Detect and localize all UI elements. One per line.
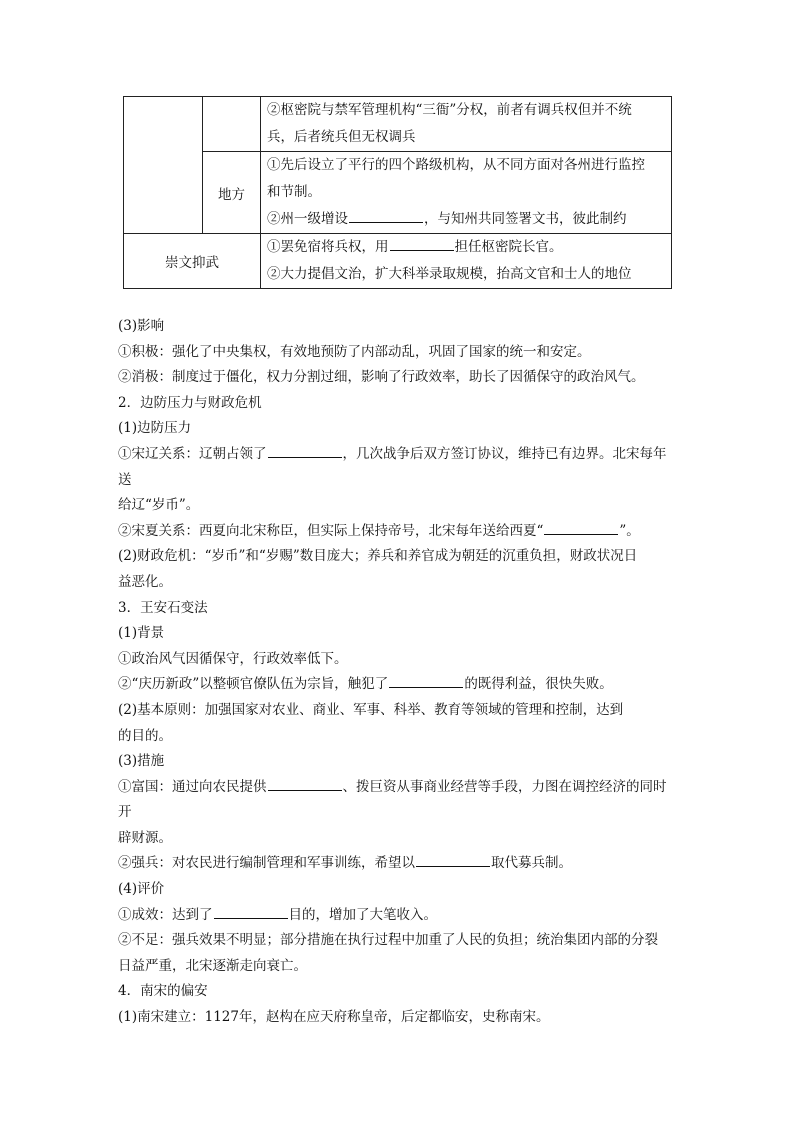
section-heading: (3)影响 bbox=[118, 318, 165, 334]
text-segment: ②“庆历新政”以整顿官僚队伍为宗旨，触犯了 bbox=[118, 676, 389, 693]
paragraph: 日益严重，北宋逐渐走向衰亡。 bbox=[118, 957, 307, 974]
paragraph bbox=[118, 903, 678, 929]
text-segment: ①罢免宿将兵权，用 bbox=[267, 239, 389, 255]
text-segment: ①成效：达到了 bbox=[118, 906, 213, 923]
fill-blank[interactable] bbox=[544, 520, 618, 535]
paragraph bbox=[118, 851, 678, 877]
fill-blank[interactable] bbox=[390, 236, 454, 251]
table-row bbox=[124, 97, 672, 152]
text-segment: 取代募兵制。 bbox=[491, 855, 572, 872]
paragraph: (1)南宋建立：1127年，赵构在应天府称皇帝，后定都临安，史称南宋。 bbox=[118, 1009, 550, 1026]
paragraph bbox=[118, 775, 678, 826]
table-text-line: ②大力提倡文治，扩大科举录取规模，抬高文官和士人的地位 bbox=[267, 266, 632, 282]
table-cell-heading bbox=[124, 234, 261, 289]
paragraph: 的目的。 bbox=[118, 727, 172, 744]
table-cell-empty bbox=[124, 97, 203, 234]
paragraph bbox=[118, 519, 678, 545]
policy-table bbox=[123, 96, 672, 289]
table-text-line bbox=[267, 206, 667, 233]
fill-blank[interactable] bbox=[349, 208, 423, 223]
table-cell-content bbox=[261, 152, 672, 234]
paragraph: (2)基本原则：加强国家对农业、商业、军事、科举、教育等领域的管理和控制，达到 bbox=[118, 701, 624, 718]
section-heading: 2．边防压力与财政危机 bbox=[118, 394, 262, 411]
text-segment: ”。 bbox=[619, 522, 640, 539]
text-segment: 、拨巨资从事商业经营等手段，力图在调控经济的同时开 bbox=[118, 778, 667, 821]
paragraph: (2)财政危机：“岁币”和“岁赐”数目庞大；养兵和养官成为朝廷的沉重负担，财政状况日 bbox=[118, 548, 638, 565]
table-row bbox=[124, 234, 672, 289]
text-segment: 目的，增加了大笔收入。 bbox=[288, 906, 437, 923]
paragraph: ②不足：强兵效果不明显；部分措施在执行过程中加重了人民的负担；统治集团内部的分裂 bbox=[118, 932, 658, 949]
paragraph: ①积极：强化了中央集权，有效地预防了内部动乱，巩固了国家的统一和安定。 bbox=[118, 343, 591, 360]
text-segment: ②州一级增设 bbox=[267, 211, 348, 227]
table-cell-local bbox=[203, 152, 261, 234]
subsection-heading: (1)背景 bbox=[118, 625, 165, 642]
paragraph bbox=[118, 672, 678, 698]
table-text-line: 兵，后者统兵但无权调兵 bbox=[267, 129, 416, 145]
subsection-heading: (3)措施 bbox=[118, 753, 165, 770]
text-segment: ②强兵：对农民进行编制管理和军事训练，希望以 bbox=[118, 855, 415, 872]
cell-label-chongwen: 崇文抑武 bbox=[165, 255, 219, 271]
paragraph: 益恶化。 bbox=[118, 573, 172, 590]
cell-label-local: 地方 bbox=[218, 186, 245, 203]
text-segment: ①富国：通过向农民提供 bbox=[118, 778, 267, 795]
paragraph bbox=[118, 442, 678, 493]
text-segment: 担任枢密院长官。 bbox=[454, 239, 563, 255]
table-cell-empty bbox=[203, 97, 261, 152]
text-segment: ，与知州共同签署文书，彼此制约 bbox=[424, 211, 627, 227]
table-row bbox=[124, 152, 672, 234]
table-text-line: 和节制。 bbox=[267, 184, 321, 200]
section-heading: 4．南宋的偏安 bbox=[118, 983, 208, 1000]
table-cell-content bbox=[261, 97, 672, 152]
fill-blank[interactable] bbox=[389, 673, 463, 688]
table-cell-content bbox=[261, 234, 672, 289]
paragraph: ②消极：制度过于僵化，权力分割过细，影响了行政效率，助长了因循保守的政治风气。 bbox=[118, 369, 645, 386]
paragraph: 辟财源。 bbox=[118, 829, 172, 846]
subsection-heading: (4)评价 bbox=[118, 881, 165, 898]
paragraph: 给辽“岁币”。 bbox=[118, 497, 200, 514]
table-text-line: ①先后设立了平行的四个路级机构，从不同方面对各州进行监控 bbox=[267, 157, 645, 173]
paragraph: ①政治风气因循保守，行政效率低下。 bbox=[118, 650, 348, 667]
text-segment: 的既得利益，很快失败。 bbox=[464, 676, 613, 693]
text-segment: ②宋夏关系：西夏向北宋称臣，但实际上保持帝号，北宋每年送给西夏“ bbox=[118, 522, 544, 539]
table-text-line: ②枢密院与禁军管理机构“三衙”分权，前者有调兵权但并不统 bbox=[267, 102, 632, 118]
fill-blank[interactable] bbox=[416, 852, 490, 867]
text-segment: ①宋辽关系：辽朝占领了 bbox=[118, 445, 267, 462]
fill-blank[interactable] bbox=[214, 904, 288, 919]
section-heading: 3．王安石变法 bbox=[118, 599, 208, 616]
body-text bbox=[118, 314, 678, 1031]
fill-blank[interactable] bbox=[268, 776, 342, 791]
subsection-heading: (1)边防压力 bbox=[118, 420, 192, 437]
table-text-line bbox=[267, 234, 667, 261]
fill-blank[interactable] bbox=[268, 443, 342, 458]
text-segment: ，几次战争后双方签订协议，维持已有边界。北宋每年送 bbox=[118, 445, 667, 488]
